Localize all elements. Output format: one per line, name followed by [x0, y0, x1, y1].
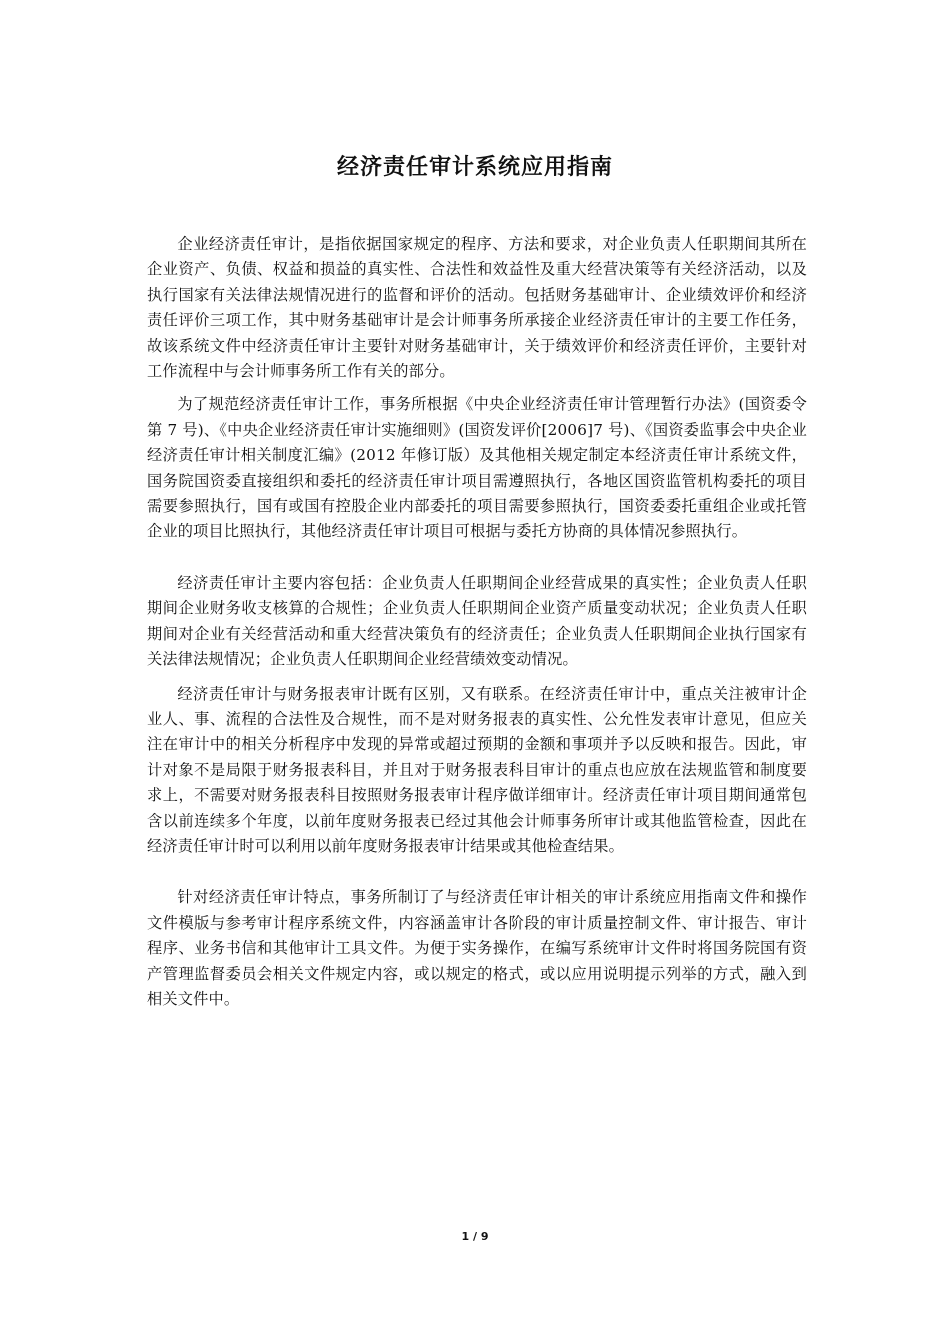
paragraph-definition: 企业经济责任审计，是指依据国家规定的程序、方法和要求，对企业负责人任职期间其所在企业资产、负债、权益和损益的真实性、合法性和效益性及重大经营决策等有关经济活动，以及执行国家有关法律法规情况进行的监督和评价的活动。包括财务基础审计、企业绩效评价和经济责任评价三项工作，其中财务基础审计是会计师事务所承接企业经济责任审计的主要工作任务，故该系统文件中经济责任审计主要针对财务基础审计，关于绩效评价和经济责任评价，主要针对工作流程中与会计师事务所工作有关的部分。	[147, 235, 807, 381]
paragraph-basis: 为了规范经济责任审计工作，事务所根据《中央企业经济责任审计管理暂行办法》(国资委令第 7 号)、《中央企业经济责任审计实施细则》(国资发评价[2006]7 号)、《国资委监事会中央企业经济责任审计相关制度汇编》(2012 年修订版）及其他相关规定制定本经济责任审计系统文件，国务院国资委直接组织和委托的经济责任审计项目需遵照执行，各地区国资监管机构委托的项目需要参照执行，国有或国有控股企业内部委托的项目需要参照执行，国资委委托重组企业或托管企业的项目比照执行，其他经济责任审计项目可根据与委托方协商的具体情况参照执行。	[147, 395, 807, 541]
document-body	[147, 232, 807, 1012]
document-title: 经济责任审计系统应用指南	[336, 155, 613, 180]
paragraph-system-files: 针对经济责任审计特点，事务所制订了与经济责任审计相关的审计系统应用指南文件和操作文件模版与参考审计程序系统文件，内容涵盖审计各阶段的审计质量控制文件、审计报告、审计程序、业务书信和其他审计工具文件。为便于实务操作，在编写系统审计文件时将国务院国有资产管理监督委员会相关文件规定内容，或以规定的格式，或以应用说明提示列举的方式，融入到相关文件中。	[147, 888, 807, 1008]
paragraph-difference: 经济责任审计与财务报表审计既有区别，又有联系。在经济责任审计中，重点关注被审计企业人、事、流程的合法性及合规性，而不是对财务报表的真实性、公允性发表审计意见，但应关注在审计中的相关分析程序中发现的异常或超过预期的金额和事项并予以反映和报告。因此，审计对象不是局限于财务报表科目，并且对于财务报表科目审计的重点也应放在法规监管和制度要求上，不需要对财务报表科目按照财务报表审计程序做详细审计。经济责任审计项目期间通常包含以前连续多个年度，以前年度财务报表已经过其他会计师事务所审计或其他监管检查，因此在经济责任审计时可以利用以前年度财务报表审计结果或其他检查结果。	[147, 684, 807, 855]
paragraph-main-content: 经济责任审计主要内容包括：企业负责人任职期间企业经营成果的真实性；企业负责人任职期间企业财务收支核算的合规性；企业负责人任职期间企业资产质量变动状况；企业负责人任职期间对企业有关经营活动和重大经营决策负有的经济责任；企业负责人任职期间企业执行国家有关法律法规情况；企业负责人任职期间企业经营绩效变动情况。	[147, 573, 807, 669]
page-number: 1 / 9	[461, 1230, 489, 1243]
